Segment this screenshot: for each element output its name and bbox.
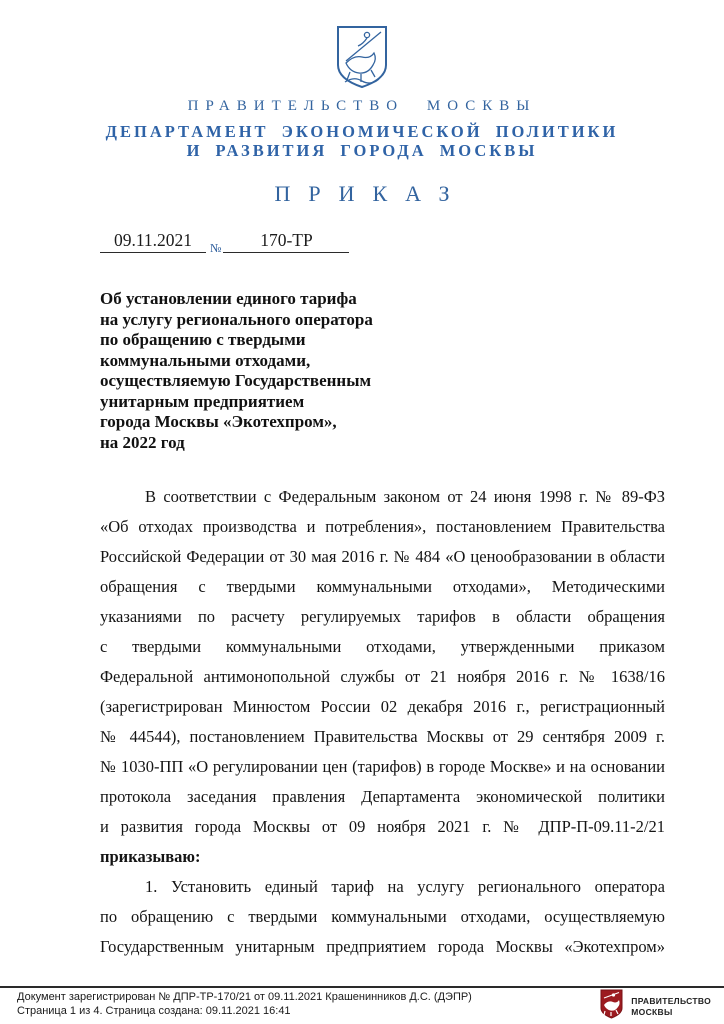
body-line: и развития города Москвы от 09 ноября 2021 г. № ДПР-П-09.11-2/21 <box>100 817 665 836</box>
number-sign: № <box>210 241 222 255</box>
body-line: № 1030-ПП «О регулировании цен (тарифов) в городе Москве» и на основании <box>100 757 665 776</box>
subject-line: по обращению с твердыми <box>100 330 306 349</box>
subject-line: на услугу регионального оператора <box>100 309 373 329</box>
subject-line: коммунальными отходами, <box>100 350 311 370</box>
body-line: протокола заседания правления Департамента экономической политики <box>100 787 665 806</box>
order-requisites <box>100 229 724 253</box>
body-line: Федеральной антимонопольной службы от 21 ноября 2016 г. № 1638/16 <box>100 667 665 686</box>
order-date-field: 09.11.2021 <box>100 230 206 253</box>
subject-line: города Москвы «Экотехпром», <box>100 412 337 431</box>
moscow-coat-of-arms-icon <box>336 25 388 94</box>
body-line: по обращению с твердыми коммунальными отходами, осуществляемую <box>100 907 665 926</box>
page-info: Страница 1 из 4. Страница создана: 09.11.2021 16:41 <box>17 1004 291 1017</box>
subject-line: Об установлении единого тарифа <box>100 289 357 308</box>
body-line: обращения с твердыми коммунальными отходами», Методическими <box>100 577 665 596</box>
body-line: с твердыми коммунальными отходами, утвержденными приказом <box>100 637 665 656</box>
order-heading: ПРИКАЗ <box>274 181 468 206</box>
body-line: указаниями по расчету регулируемых тарифов в области обращения <box>100 607 665 626</box>
order-subject-title <box>100 289 724 453</box>
moscow-gov-shield-icon <box>600 989 623 1024</box>
subject-line: унитарным предприятием <box>100 391 305 411</box>
subject-line: осуществляемую Государственным <box>100 371 372 390</box>
government-title: ПРАВИТЕЛЬСТВО МОСКВЫ <box>187 98 537 114</box>
body-line: «Об отходах производства и потребления», постановлением Правительства <box>100 517 665 536</box>
body-line: В соответствии с Федеральным законом от 24 июня 1998 г. № 89-ФЗ <box>145 487 665 506</box>
department-name-line2: И РАЗВИТИЯ ГОРОДА МОСКВЫ <box>186 141 538 160</box>
body-line: № 44544), постановлением Правительства Москвы от 29 сентября 2009 г. <box>100 727 665 746</box>
body-line: 1. Установить единый тариф на услугу регионального оператора <box>145 877 665 896</box>
footer-divider <box>0 986 724 988</box>
body-line: (зарегистрирован Минюстом России 02 декабря 2016 г., регистрационный <box>100 697 665 716</box>
footer-logo-line1: ПРАВИТЕЛЬСТВО <box>631 995 711 1006</box>
footer-logo-line2: МОСКВЫ <box>631 1006 673 1017</box>
moscow-government-logo <box>600 989 711 1024</box>
decree-word: приказываю: <box>100 847 201 866</box>
body-line: Государственным унитарным предприятием города Москвы «Экотехпром» <box>100 937 665 956</box>
order-body <box>100 482 665 962</box>
body-line: Российской Федерации от 30 мая 2016 г. № 484 «О ценообразовании в области <box>100 547 665 566</box>
order-number-field: 170-ТР <box>223 230 349 253</box>
registration-info: Документ зарегистрирован № ДПР-ТР-170/21 от 09.11.2021 Крашенинников Д.С. (ДЭПР) <box>17 991 472 1003</box>
subject-line: на 2022 год <box>100 432 185 452</box>
department-name-line1: ДЕПАРТАМЕНТ ЭКОНОМИЧЕСКОЙ ПОЛИТИКИ <box>105 122 619 141</box>
document-header <box>0 0 724 207</box>
